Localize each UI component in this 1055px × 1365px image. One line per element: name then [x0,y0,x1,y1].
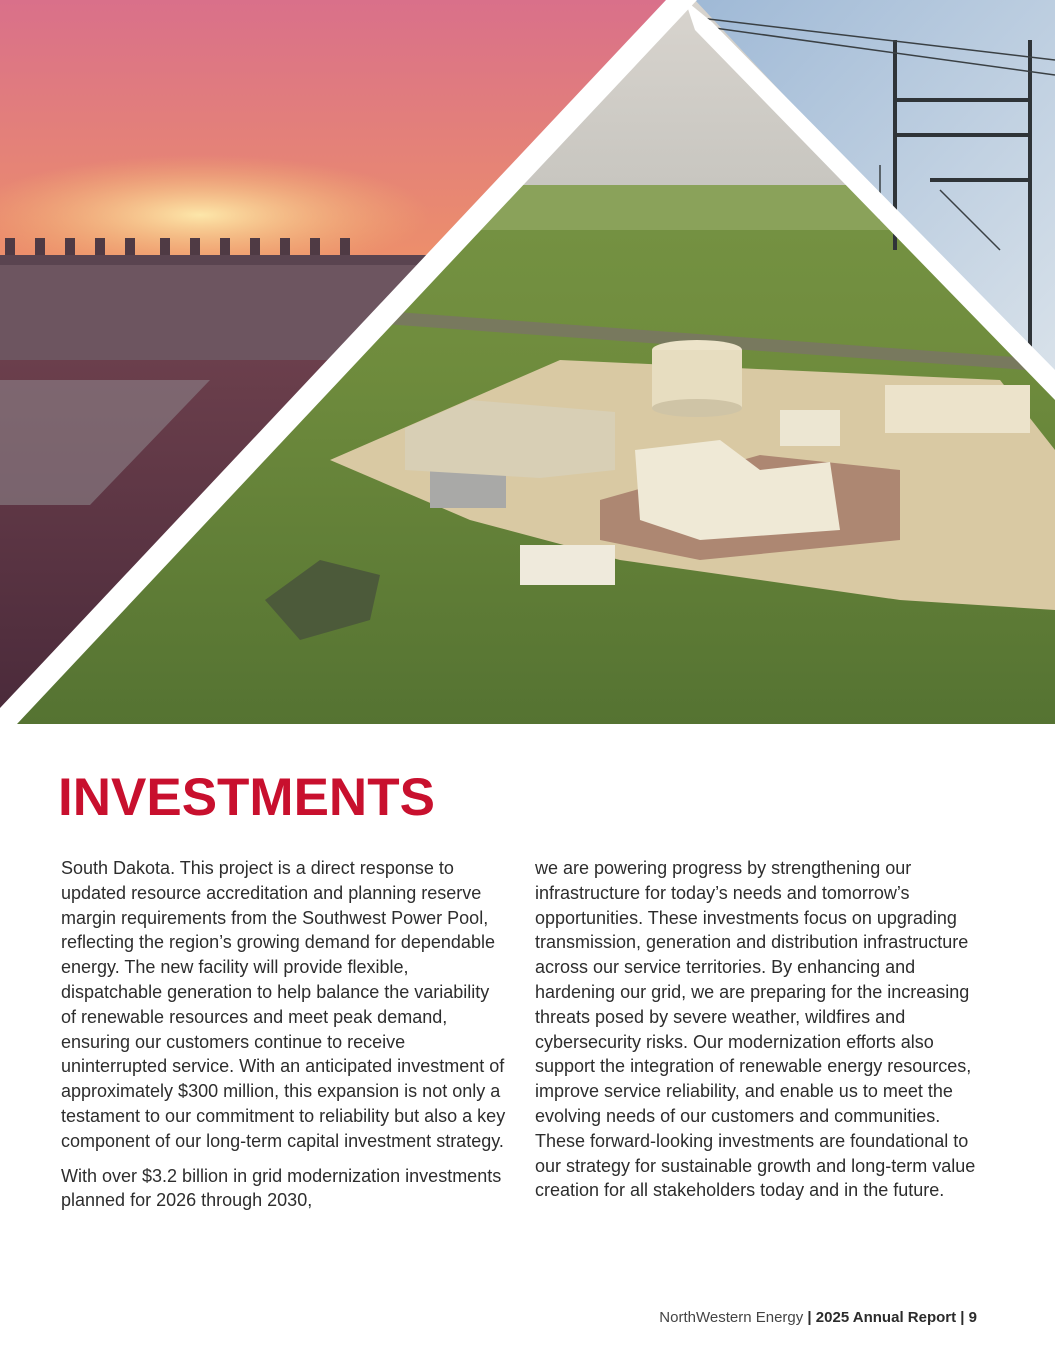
footer-company: NorthWestern Energy [659,1309,804,1326]
section-title: INVESTMENTS [58,768,435,827]
page-number: 9 [968,1309,977,1326]
body-paragraph: South Dakota. This project is a direct response to updated resource accreditation and planning reserve margin requirements from the Southwest Power Pool, reflecting the region’s growing demand for dependable energy. The new facility will provide flexible, dispatchable generation to help balance the variability of renewable resources and meet peak demand, ensuring our customers continue to receive uninterrupted service. With an anticipated investment of approximately $300 million, this expansion is not only a testament to our commitment to reliability but also a key component of our long-term capital investment strategy. [61,858,506,1151]
body-column-left [61,856,506,1223]
footer-report-title: 2025 Annual Report [815,1309,957,1326]
page-footer [659,1309,977,1326]
body-column-right [535,856,980,1213]
footer-separator: | [960,1309,965,1326]
body-paragraph: With over $3.2 billion in grid modernization investments planned for 2026 through 2030, [61,1165,502,1211]
body-paragraph: we are powering progress by strengthening our infrastructure for today’s needs and tomorrow’s opportunities. These investments focus on upgrading transmission, generation and distribution infrastructure across our service territories. By enhancing and hardening our grid, we are preparing for the increasing threats posed by severe weather, wildfires and cybersecurity risks. Our modernization efforts also support the integration of renewable energy resources, improve service reliability, and enable us to meet the evolving needs of our customers and communities. These forward-looking investments are foundational to our strategy for sustainable growth and long-term value creation for all stakeholders today and in the future. [535,858,976,1201]
footer-separator: | [807,1309,812,1326]
